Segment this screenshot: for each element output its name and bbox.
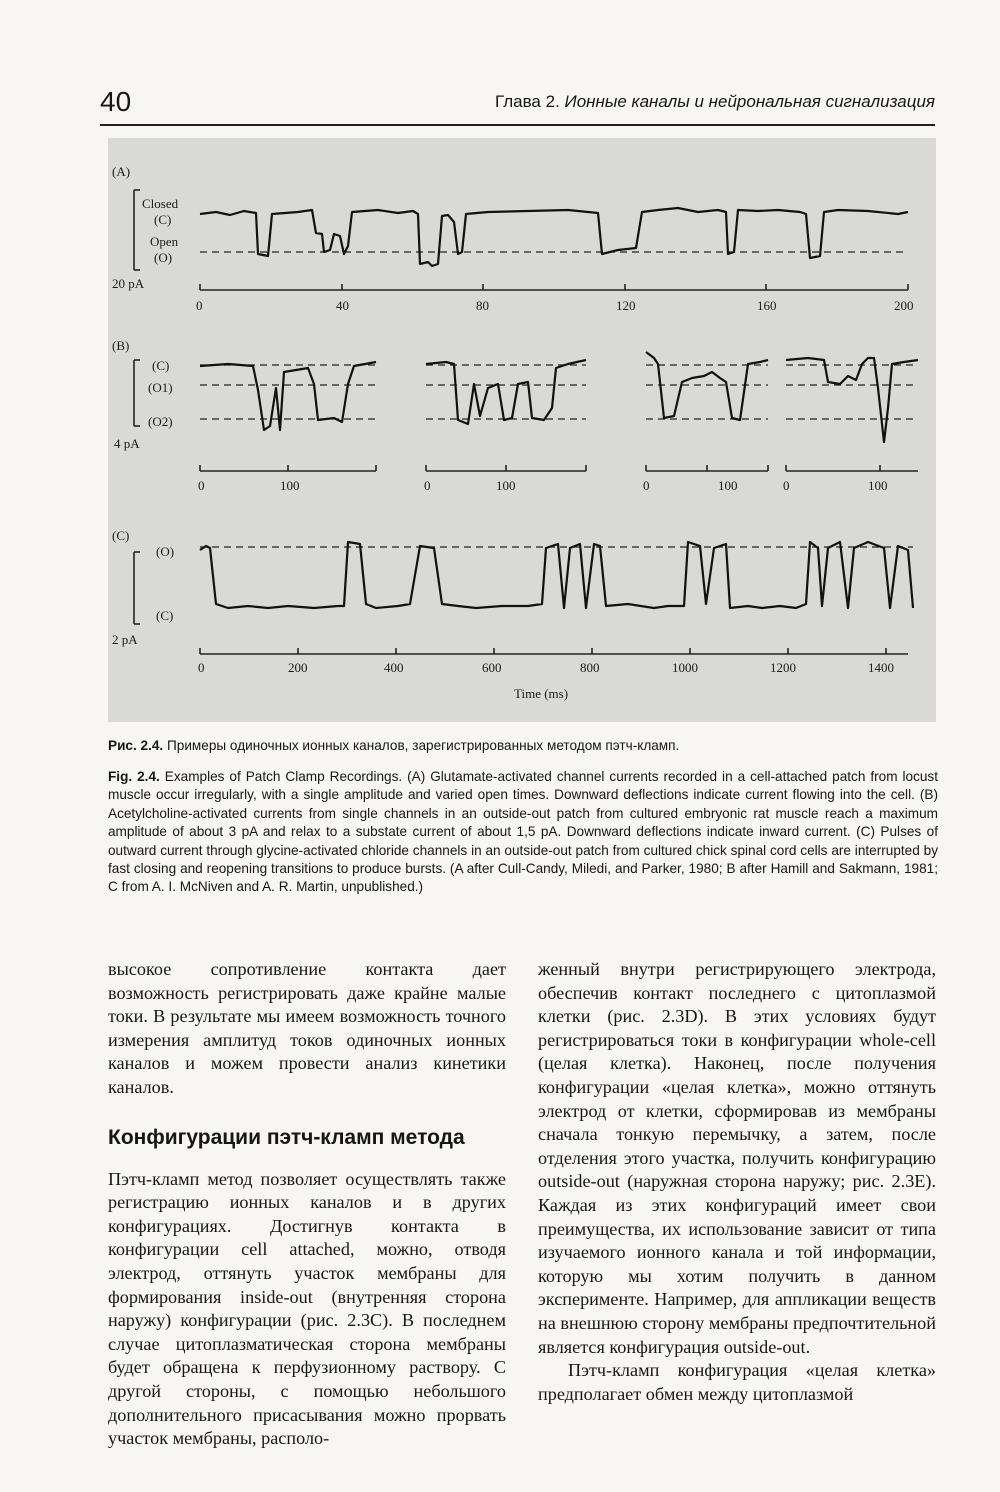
panel-c-tick-0: 0 (198, 660, 205, 675)
panel-a-tick-0: 0 (196, 298, 203, 313)
caption-ru-label: Рис. 2.4. (108, 738, 164, 753)
caption-en-label: Fig. 2.4. (108, 769, 160, 784)
panel-b-axes (200, 465, 918, 471)
panel-c-axis (200, 648, 908, 654)
right-column (538, 958, 936, 1406)
panel-b-state-o1: (O1) (148, 380, 173, 395)
panel-b-state-o2: (O2) (148, 414, 173, 429)
panel-b-tick-2-100: 100 (496, 478, 516, 493)
left-paragraph-2: Пэтч-кламп метод позволяет осуществлять также регистрацию ионных каналов и в других конфигурациях. Достигнув контакта в конфигурации cell attached, можно, отводя электрод, оттянуть участок мембраны для формирования inside-out (внутренняя сторона наружу) конфигурации (рис. 2.3C). В последнем случае цитоплазматическая сторона мембраны будет обращена к перфузионному раствору. С другой стороны, с помощью небольшого дополнительного присасывания можно прорвать участок мембраны, располо- (108, 1168, 506, 1449)
panel-b-levels (200, 365, 918, 419)
caption-en-text: Examples of Patch Clamp Recordings. (A) Glutamate-activated channel currents recorded in a cell-attached patch from locust muscle occur irregularly, with a single amplitude and varied open times. Downward deflections indicate current flowing into the cell. (B) Acetylcholine-activated currents from single channels in an outside-out patch from cultured embryonic rat muscle reach a maximum amplitude of about 3 pA and relax to a substate current of about 1,5 pA. Downward deflections indicate inward current. (C) Pulses of outward current through glycine-activated chloride channels in an outside-out patch from cultured chick spinal cord cells are interrupted by fast closing and reopening transitions to produce bursts. (A after Cull-Candy, Miledi, and Parker, 1980; B after Hamill and Sakmann, 1981; C from A. I. McNiven and A. R. Martin, unpublished.) (108, 769, 939, 895)
panel-c-xlabel: Time (ms) (514, 686, 569, 701)
panel-c-trace (200, 542, 913, 608)
figure-caption-en (108, 768, 938, 897)
panel-b-tick-4-0: 0 (783, 478, 790, 493)
panel-b-label: (B) (112, 338, 130, 353)
panel-c-tick-1200: 1200 (770, 660, 796, 675)
right-paragraph-1: женный внутри регистрирующего электрода, обеспечив контакт последнего с цитоплазмой клетки (рис. 2.3D). В этих условиях будут регистрироваться токи в конфигурации whole-cell (целая клетка). Наконец, после получения конфигурации «целая клетка», можно оттянуть электрод от клетки, сформировав из мембраны сначала тонкую перемычку, а затем, после отделения этого участка, получить конфигурацию outside-out (наружная сторона наружу; рис. 2.3E). Каждая из этих конфигураций имеет свои преимущества, их использование зависит от типа изучаемого ионного канала и той информации, которую мы хотим получить в данном эксперименте. Например, для аппликации веществ на внешнюю сторону мембраны предпочтительной является конфигурация outside-out. (538, 959, 936, 1357)
panel-a-tick-200: 200 (894, 298, 914, 313)
patch-clamp-figure (108, 138, 936, 722)
header-rule (100, 124, 935, 126)
left-column (108, 958, 506, 1451)
panel-b-tick-1-100: 100 (280, 478, 300, 493)
panel-c-state-o: (O) (156, 544, 175, 559)
panel-c-label: (C) (112, 528, 130, 543)
panel-c-scale-label: 2 pA (112, 632, 138, 647)
panel-a-state-closed: Closed (142, 196, 179, 211)
panel-a-tick-160: 160 (757, 298, 777, 313)
running-head (495, 92, 935, 112)
panel-c-tick-1000: 1000 (672, 660, 698, 675)
panel-a-state-c: (C) (154, 212, 172, 227)
panel-b-state-c: (C) (152, 358, 170, 373)
panel-b-tick-3-100: 100 (718, 478, 738, 493)
panel-a-state-o: (O) (154, 250, 173, 265)
panel-c-tick-200: 200 (288, 660, 308, 675)
figure-caption-ru (108, 738, 938, 753)
panel-b-tick-2-0: 0 (424, 478, 431, 493)
section-heading: Конфигурации пэтч-кламп метода (108, 1125, 465, 1149)
panel-a-scale-label: 20 pA (112, 276, 145, 291)
chapter-number: Глава 2. (494, 92, 560, 111)
panel-a-tick-80: 80 (476, 298, 489, 313)
panel-c-tick-600: 600 (482, 660, 502, 675)
panel-b-tick-3-0: 0 (643, 478, 650, 493)
panel-c-state-c: (C) (156, 608, 174, 623)
caption-ru-text: Примеры одиночных ионных каналов, зарегистрированных методом пэтч-кламп. (167, 738, 680, 753)
panel-b-scale-label: 4 pA (114, 436, 140, 451)
figure-svg (108, 138, 936, 722)
panel-c-tick-400: 400 (384, 660, 404, 675)
panel-c-tick-800: 800 (580, 660, 600, 675)
chapter-title: Ионные каналы и нейрональная сигнализация (564, 92, 935, 111)
panel-b-trace-2 (426, 360, 586, 424)
panel-a-state-open: Open (150, 234, 179, 249)
right-paragraph-2: Пэтч-кламп конфигурация «целая клетка» предполагает обмен между цитоплазмой (538, 1360, 936, 1404)
panel-c-tick-1400: 1400 (868, 660, 894, 675)
panel-a-tick-40: 40 (336, 298, 349, 313)
panel-b-trace-4 (786, 358, 918, 442)
left-paragraph-1: высокое сопротивление контакта дает возможность регистрировать даже крайне малые токи. В результате мы имеем возможность точного измерения амплитуд токов одиночных ионных каналов и можем провести анализ кинетики каналов. (108, 959, 506, 1097)
page-number: 40 (100, 86, 132, 117)
panel-b-trace-1 (200, 362, 376, 430)
panel-b-tick-4-100: 100 (868, 478, 888, 493)
panel-a-label: (A) (112, 164, 131, 179)
panel-a-trace (200, 208, 908, 266)
panel-a-tick-120: 120 (616, 298, 636, 313)
panel-b-trace-3 (646, 352, 768, 420)
panel-b-tick-1-0: 0 (198, 478, 205, 493)
